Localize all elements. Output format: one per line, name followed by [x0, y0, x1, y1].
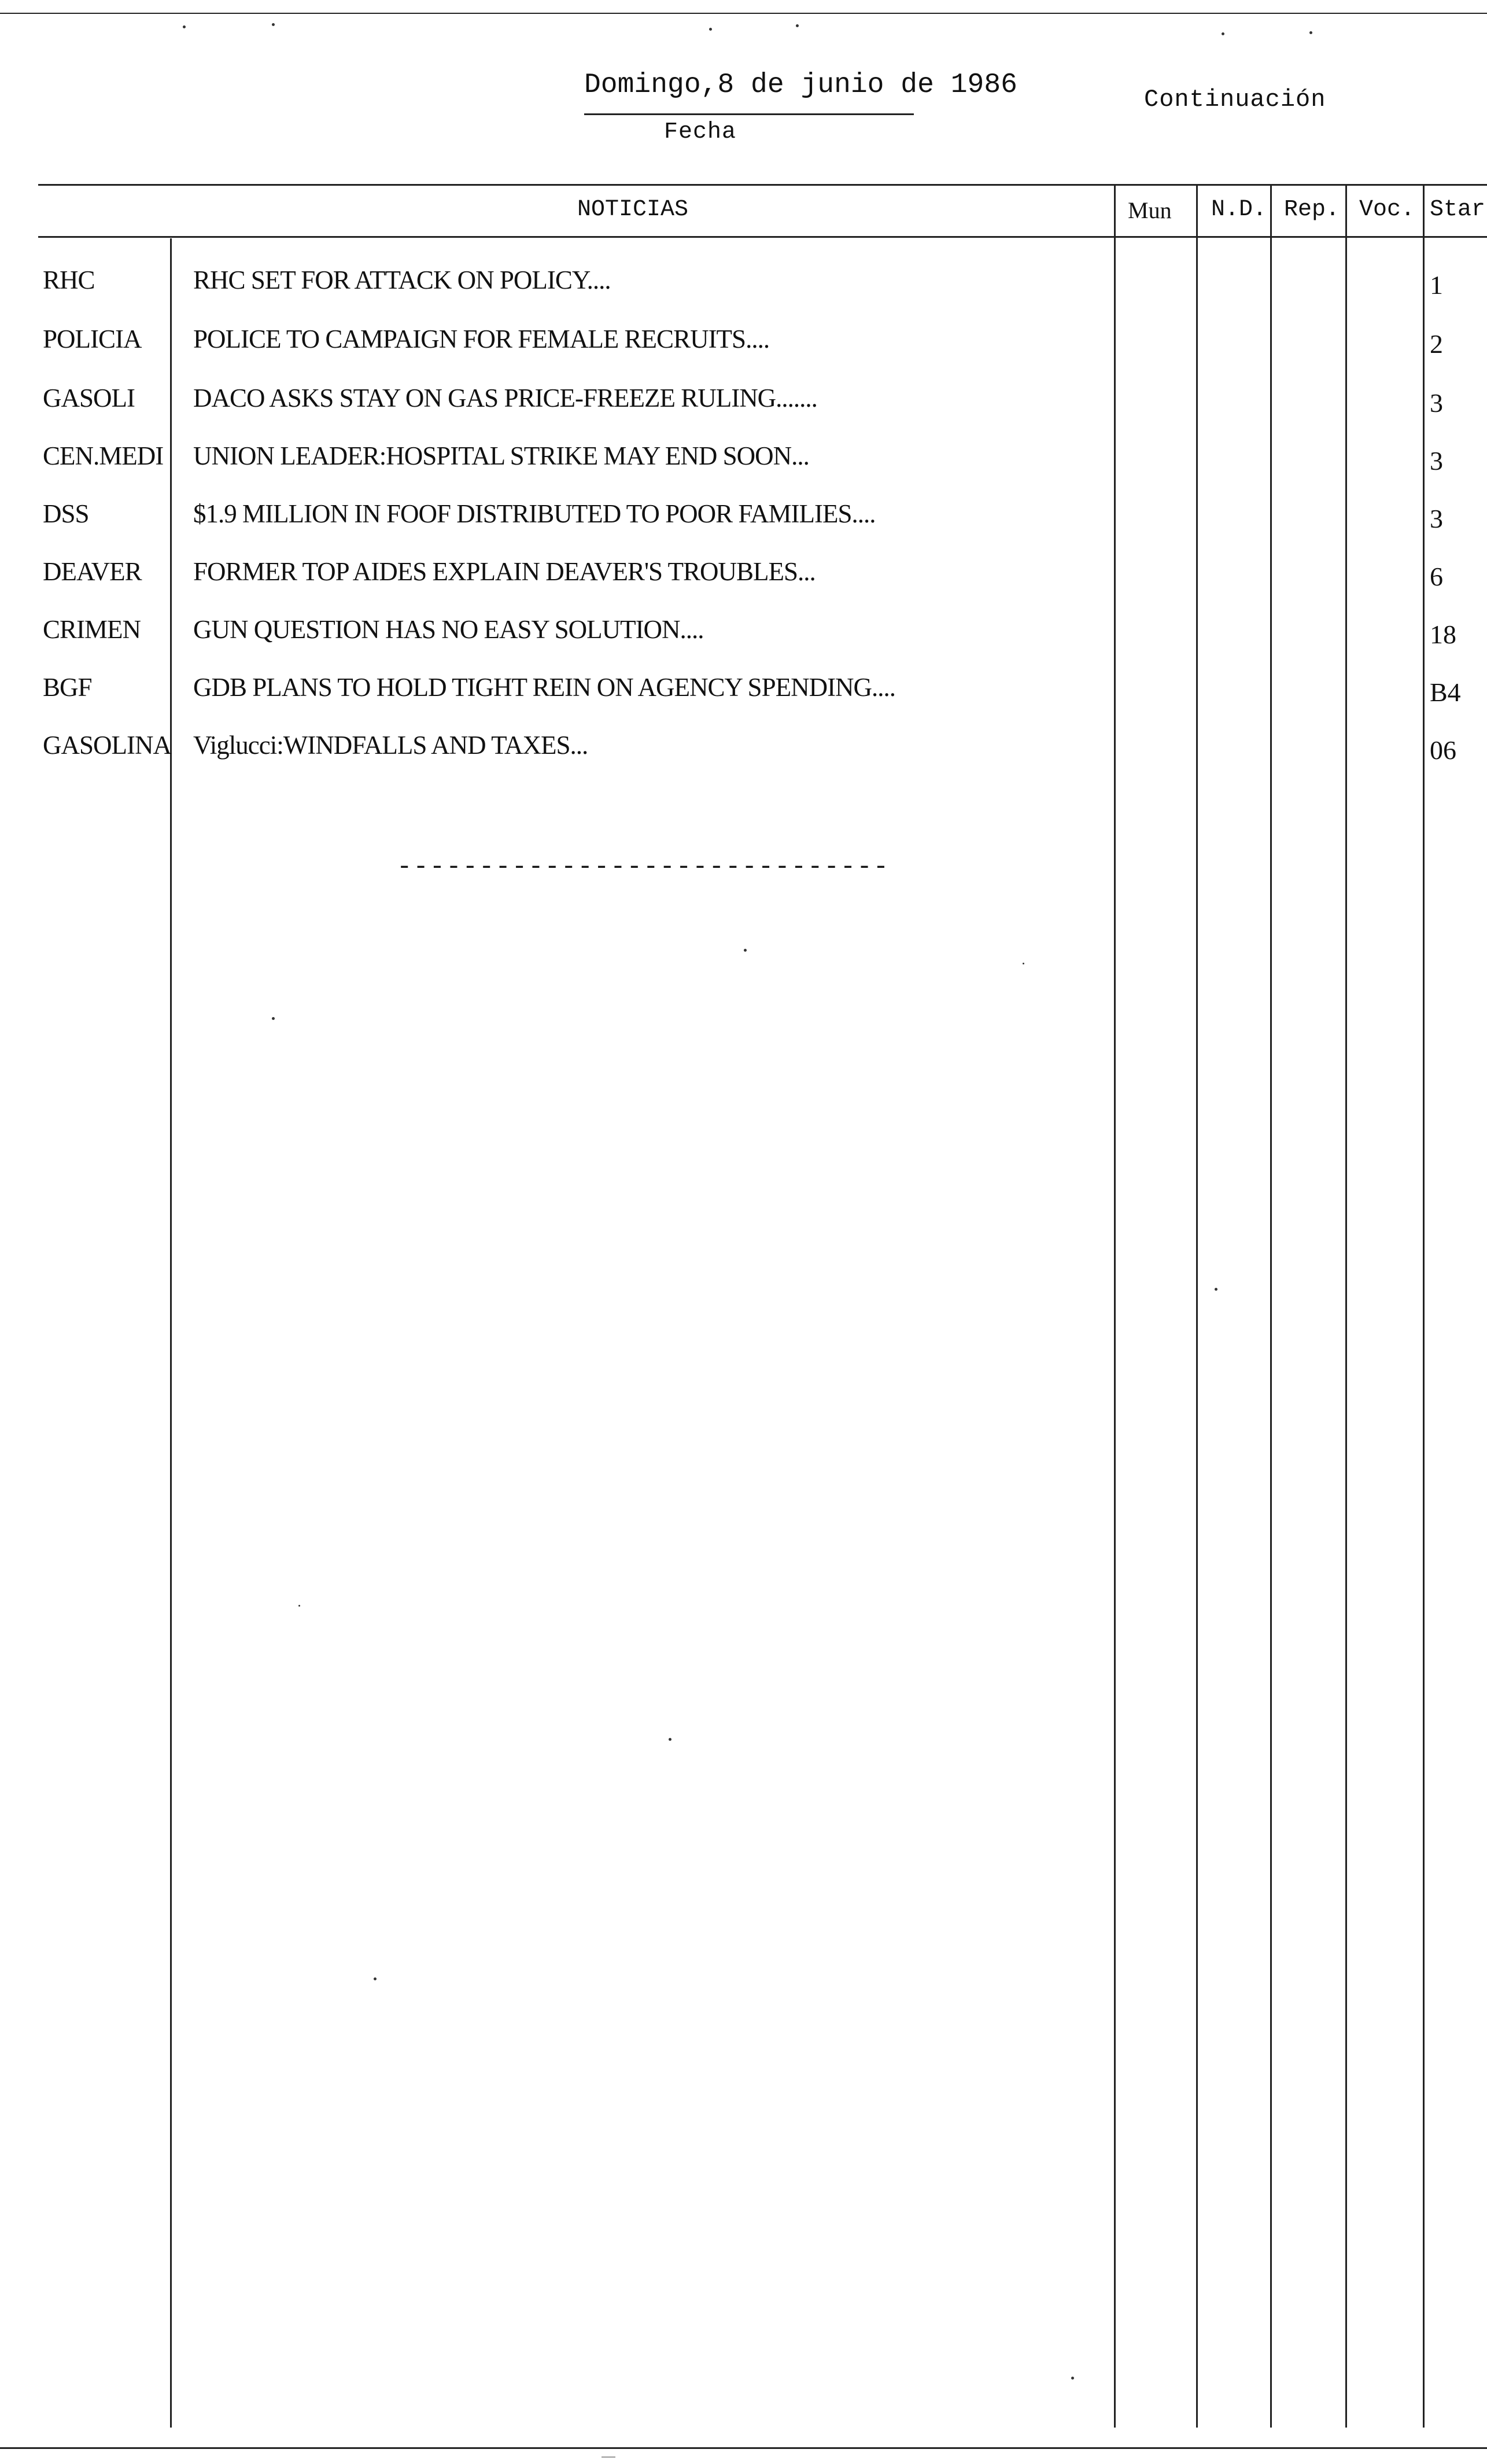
row-page: 3	[1430, 504, 1443, 533]
continuation-label: Continuación	[1144, 86, 1326, 113]
row-page: 6	[1430, 562, 1443, 591]
star-header: Star	[1430, 197, 1486, 223]
rep-header: Rep.	[1284, 197, 1340, 223]
end-separator: ------------------------------	[397, 853, 890, 882]
row-headline: RHC SET FOR ATTACK ON POLICY....	[193, 266, 611, 294]
star-column-left	[1423, 184, 1425, 2428]
row-page: B4	[1430, 677, 1461, 707]
row-code: RHC	[43, 266, 95, 294]
row-headline: GUN QUESTION HAS NO EASY SOLUTION....	[193, 615, 704, 644]
row-page: 18	[1430, 620, 1456, 649]
bottom-rule	[0, 2447, 1487, 2449]
date-caption: Fecha	[664, 119, 737, 145]
mun-header: Mun	[1128, 197, 1172, 223]
row-headline: FORMER TOP AIDES EXPLAIN DEAVER'S TROUBLES...	[193, 557, 816, 586]
row-code: DEAVER	[43, 557, 142, 586]
mun-column-left	[1114, 184, 1116, 2428]
row-code: DSS	[43, 499, 89, 528]
date-underline	[584, 113, 914, 115]
row-headline: UNION LEADER:HOSPITAL STRIKE MAY END SOON...	[193, 441, 809, 470]
row-page: 1	[1430, 270, 1443, 300]
top-rule	[0, 13, 1487, 14]
row-page: 2	[1430, 329, 1443, 359]
row-code: CRIMEN	[43, 615, 141, 644]
voc-column-left	[1345, 184, 1347, 2428]
row-headline: $1.9 MILLION IN FOOF DISTRIBUTED TO POOR FAMILIES....	[193, 499, 876, 528]
voc-header: Voc.	[1359, 197, 1415, 223]
row-code: GASOLINA	[43, 731, 171, 760]
row-code: GASOLI	[43, 384, 135, 412]
nd-column-left	[1196, 184, 1198, 2428]
row-code: POLICIA	[43, 325, 142, 353]
row-code: BGF	[43, 673, 92, 702]
row-page: 3	[1430, 388, 1443, 418]
row-headline: GDB PLANS TO HOLD TIGHT REIN ON AGENCY SPENDING....	[193, 673, 896, 702]
noticias-header: NOTICIAS	[577, 197, 689, 223]
row-page: 06	[1430, 735, 1456, 765]
row-headline: POLICE TO CAMPAIGN FOR FEMALE RECRUITS....	[193, 325, 770, 353]
code-column-divider	[170, 238, 172, 2428]
rep-column-left	[1270, 184, 1272, 2428]
date-text: Domingo,8 de junio de 1986	[584, 69, 1017, 101]
row-headline: DACO ASKS STAY ON GAS PRICE-FREEZE RULING.......	[193, 384, 817, 412]
row-headline: Viglucci:WINDFALLS AND TAXES...	[193, 731, 588, 760]
nd-header: N.D.	[1211, 197, 1267, 223]
row-code: CEN.MEDI	[43, 441, 164, 470]
row-page: 3	[1430, 446, 1443, 476]
